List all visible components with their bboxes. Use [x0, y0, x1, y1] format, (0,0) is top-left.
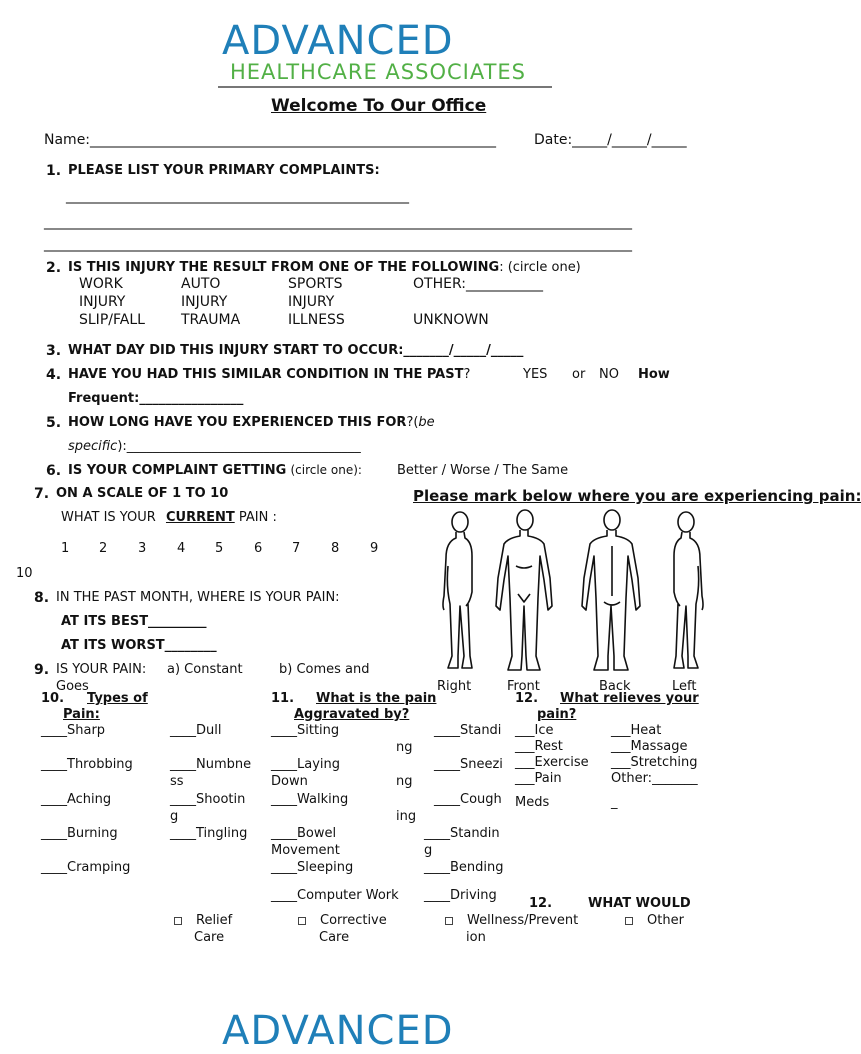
figure-label-right: Right — [437, 679, 472, 694]
q10-shooting-wrap: g — [170, 809, 179, 824]
scale-1[interactable]: 1 — [61, 541, 70, 556]
body-figure-back[interactable] — [582, 510, 640, 670]
q10-burning[interactable]: ____Burning — [41, 826, 118, 841]
q2-opt-sports-2: INJURY — [288, 294, 335, 310]
q9-comes-and[interactable]: b) Comes and — [279, 662, 370, 677]
q11-laying[interactable]: ____Laying — [271, 757, 341, 772]
q8-number: 8. — [34, 590, 50, 606]
q12-meds: Meds — [515, 795, 550, 810]
q5-answer[interactable] — [68, 439, 361, 454]
q7-current: CURRENT — [165, 510, 235, 525]
q1-text: PLEASE LIST YOUR PRIMARY COMPLAINTS: — [68, 163, 380, 178]
q5-be: be — [418, 415, 435, 430]
logo-text: ADVANCED — [222, 18, 454, 64]
q2-opt-work[interactable]: WORK — [79, 276, 123, 292]
care-other[interactable] — [625, 913, 684, 928]
q11-title-2: Aggravated by? — [294, 707, 410, 722]
q12-title-1: What relieves your — [560, 691, 699, 706]
q12-heat[interactable]: ___Heat — [611, 723, 662, 738]
q11-sitting[interactable]: ____Sitting — [271, 723, 340, 738]
checkbox-icon[interactable] — [174, 917, 182, 925]
care-relief-label: Relief — [196, 913, 233, 928]
q9-goes: Goes — [56, 679, 89, 694]
q10-numbness-wrap: ss — [170, 774, 184, 789]
care-relief[interactable] — [174, 913, 232, 928]
q12-ice[interactable]: ___Ice — [515, 723, 554, 738]
q11-number: 11. — [271, 691, 295, 706]
scale-3[interactable]: 3 — [138, 541, 147, 556]
scale-8[interactable]: 8 — [331, 541, 340, 556]
q4-qmark: ? — [463, 367, 471, 382]
q2-number: 2. — [46, 260, 62, 276]
q4-question — [68, 367, 470, 382]
q4-number: 4. — [46, 367, 62, 383]
figure-label-back: Back — [599, 679, 631, 694]
checkbox-icon[interactable] — [625, 917, 633, 925]
q11-bowel-wrap: Movement — [271, 843, 340, 858]
scale-2[interactable]: 2 — [99, 541, 108, 556]
q9-constant[interactable]: a) Constant — [167, 662, 243, 677]
q2-opt-auto-2: INJURY — [181, 294, 228, 310]
scale-7[interactable]: 7 — [292, 541, 301, 556]
q11-coughing[interactable]: ____Cough — [434, 792, 502, 807]
q2-hint: : (circle one) — [499, 260, 581, 275]
logo-text-next-page: ADVANCED — [222, 1008, 454, 1054]
q11-bending[interactable]: ____Bending — [424, 860, 504, 875]
q5-number: 5. — [46, 415, 62, 431]
q5-question — [68, 415, 435, 430]
logo-subtext: HEALTHCARE ASSOCIATES — [230, 60, 526, 84]
q9-text: IS YOUR PAIN: — [56, 662, 147, 677]
checkbox-icon[interactable] — [298, 917, 306, 925]
q1-number: 1. — [46, 163, 62, 179]
q8-text: IN THE PAST MONTH, WHERE IS YOUR PAIN: — [56, 590, 340, 605]
scale-4[interactable]: 4 — [177, 541, 186, 556]
q2-opt-other[interactable]: OTHER:___________ — [413, 276, 543, 292]
q10-title-1: Types of — [87, 691, 148, 706]
date-field[interactable]: Date:_____/_____/_____ — [534, 132, 687, 148]
q8-best[interactable]: AT ITS BEST_________ — [61, 614, 207, 629]
q10-number: 10. — [41, 691, 65, 706]
q2-opt-slipfall[interactable]: SLIP/FALL — [79, 312, 145, 328]
q11-sneezing-wrap: ng — [396, 774, 413, 789]
scale-10[interactable]: 10 — [16, 566, 33, 581]
q4-how: How — [638, 367, 670, 382]
q11-title-1: What is the pain — [316, 691, 437, 706]
care-wellness-label: Wellness/Prevent — [467, 913, 579, 928]
q10-shooting[interactable]: ____Shootin — [170, 792, 246, 807]
q10-aching[interactable]: ____Aching — [41, 792, 112, 807]
body-figure-left[interactable] — [674, 512, 703, 668]
care-other-label: Other — [647, 913, 684, 928]
q11-coughing-wrap: ing — [396, 809, 417, 824]
q3-number: 3. — [46, 343, 62, 359]
q5-paren: ?( — [406, 415, 419, 430]
q10-numbness[interactable]: ____Numbne — [170, 757, 252, 772]
q2-opt-trauma[interactable]: TRAUMA — [181, 312, 241, 328]
care-corrective-label: Corrective — [320, 913, 387, 928]
q11-laying-wrap: Down — [271, 774, 308, 789]
q11-computer[interactable]: ____Computer Work — [271, 888, 399, 903]
page-title: Welcome To Our Office — [271, 96, 487, 116]
figure-label-left: Left — [672, 679, 697, 694]
q5-specific: specific — [68, 439, 118, 454]
care-wellness[interactable] — [445, 913, 578, 928]
q10-cramping[interactable]: ____Cramping — [41, 860, 131, 875]
scale-6[interactable]: 6 — [254, 541, 263, 556]
q10-sharp[interactable]: ____Sharp — [41, 723, 106, 738]
q7-number: 7. — [34, 486, 50, 502]
q1-line-1[interactable]: _________________________________________________ — [66, 188, 409, 204]
q7-sub — [61, 510, 277, 525]
q10-tingling[interactable]: ____Tingling — [170, 826, 248, 841]
q4-frequent[interactable]: Frequent:________________ — [68, 391, 244, 406]
name-field[interactable]: Name:__________________________________________________________ — [44, 132, 497, 148]
q7-sub1: WHAT IS YOUR — [61, 510, 156, 525]
q12-massage[interactable]: ___Massage — [611, 739, 688, 754]
q6-options[interactable]: Better / Worse / The Same — [397, 463, 569, 478]
body-figures[interactable] — [428, 506, 718, 694]
body-figure-front[interactable] — [496, 510, 552, 670]
q12-stretching[interactable]: ___Stretching — [611, 755, 698, 770]
q5-text: HOW LONG HAVE YOU EXPERIENCED THIS FOR — [68, 415, 407, 430]
q12-other-wrap: _ — [611, 795, 618, 810]
scale-9[interactable]: 9 — [370, 541, 379, 556]
q12-pain[interactable]: ___Pain — [515, 771, 562, 786]
scale-5[interactable]: 5 — [215, 541, 224, 556]
figure-label-front: Front — [507, 679, 540, 694]
body-figure-right[interactable] — [443, 512, 472, 668]
q12b-text: WHAT WOULD — [588, 896, 691, 911]
q2-opt-unknown[interactable]: UNKNOWN — [413, 312, 489, 328]
q11-driving[interactable]: ____Driving — [424, 888, 497, 903]
q7-sub2: PAIN : — [238, 510, 277, 525]
q2-opt-work-2: INJURY — [79, 294, 126, 310]
q2-opt-auto[interactable]: AUTO — [181, 276, 221, 292]
q2-text: IS THIS INJURY THE RESULT FROM ONE OF THE FOLLOWING — [68, 260, 500, 275]
q12-title-2: pain? — [537, 707, 577, 722]
care-relief-wrap: Care — [194, 930, 225, 945]
q10-dull[interactable]: ____Dull — [170, 723, 222, 738]
q1-line-3[interactable]: ____________________________________________________________________________________ — [44, 236, 632, 252]
q11-standing-2-wrap: g — [424, 843, 433, 858]
q11-sneezing[interactable]: ____Sneezi — [434, 757, 503, 772]
q6-number: 6. — [46, 463, 62, 479]
care-corrective-wrap: Care — [319, 930, 350, 945]
q4-or: or — [572, 367, 586, 382]
q2-opt-sports[interactable]: SPORTS — [288, 276, 343, 292]
q12-exercise[interactable]: ___Exercise — [515, 755, 589, 770]
q11-bowel[interactable]: ____Bowel — [271, 826, 337, 841]
q2-opt-illness[interactable]: ILLNESS — [288, 312, 345, 328]
q10-title-2: Pain: — [63, 707, 100, 722]
q6-question — [68, 463, 362, 478]
q12b-number: 12. — [529, 896, 553, 911]
q12-other[interactable]: Other:_______ — [611, 771, 698, 786]
care-corrective[interactable] — [298, 913, 387, 928]
care-wellness-wrap: ion — [466, 930, 486, 945]
q2-question — [68, 260, 581, 275]
q1-line-2[interactable]: ____________________________________________________________________________________ — [44, 214, 632, 230]
q4-text: HAVE YOU HAD THIS SIMILAR CONDITION IN THE PAST — [68, 367, 464, 382]
q9-number: 9. — [34, 662, 50, 678]
q11-standing[interactable]: ____Standi — [434, 723, 502, 738]
body-map-heading: Please mark below where you are experiencing pain: — [413, 487, 861, 505]
q12-number: 12. — [515, 691, 539, 706]
q11-sleeping[interactable]: ____Sleeping — [271, 860, 354, 875]
q11-standing-2[interactable]: ____Standin — [424, 826, 500, 841]
q4-no[interactable]: NO — [599, 367, 619, 382]
q6-hint: (circle one): — [290, 463, 362, 477]
checkbox-icon[interactable] — [445, 917, 453, 925]
q8-worst[interactable]: AT ITS WORST________ — [61, 638, 217, 653]
q11-walking[interactable]: ____Walking — [271, 792, 349, 807]
q3-text[interactable]: WHAT DAY DID THIS INJURY START TO OCCUR:_______/_____/_____ — [68, 343, 524, 358]
q10-throbbing[interactable]: ____Throbbing — [41, 757, 133, 772]
q11-standing-wrap: ng — [396, 740, 413, 755]
q7-text: ON A SCALE OF 1 TO 10 — [56, 486, 229, 501]
logo-rule — [218, 86, 552, 88]
q5-line: ):____________________________________ — [117, 439, 361, 454]
q12-rest[interactable]: ___Rest — [515, 739, 563, 754]
q4-yes[interactable]: YES — [523, 367, 548, 382]
q6-text: IS YOUR COMPLAINT GETTING — [68, 463, 287, 478]
